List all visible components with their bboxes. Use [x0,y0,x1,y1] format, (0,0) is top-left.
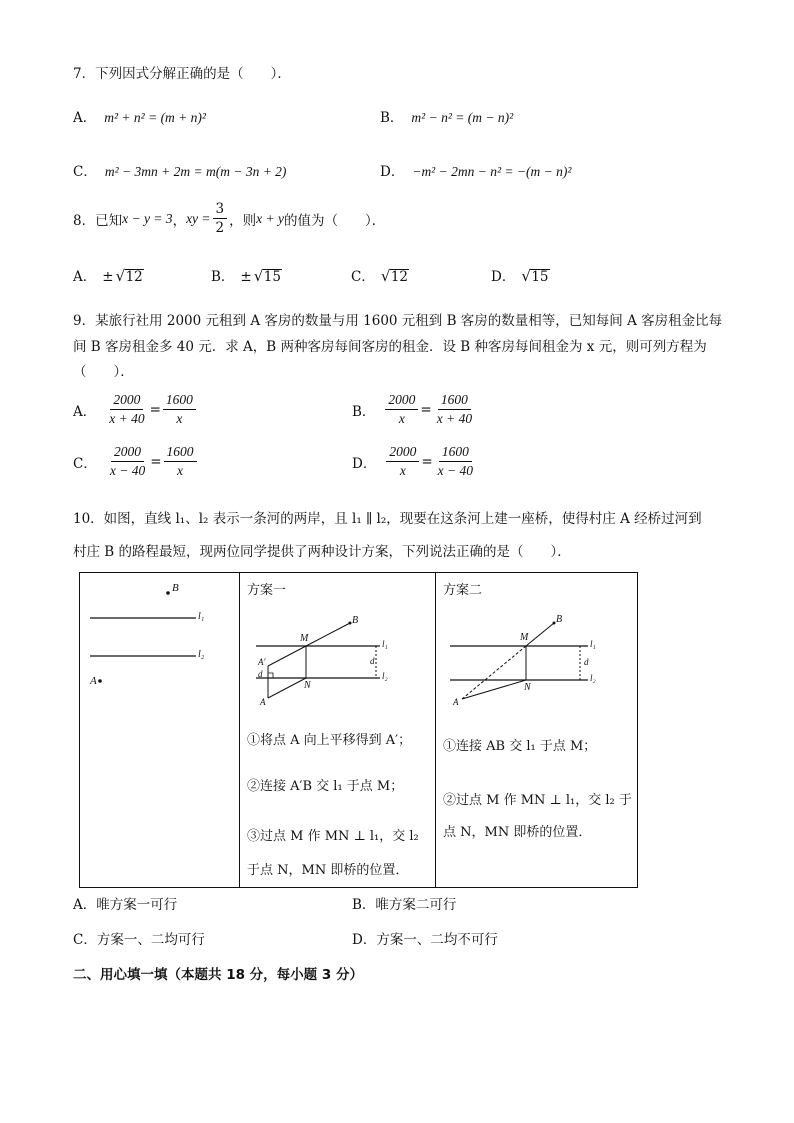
q10-stem-line2: 村庄 B 的路程最短，现两位同学提供了两种设计方案，下列说法正确的是（ ）． [73,544,571,560]
plan1-segment-aprime-m [268,646,306,666]
q7-option-a-expr: m² + n² = (m + n)² [104,110,206,125]
plan1-step-3: ③过点 M 作 MN ⊥ l₁，交 l₂ [247,829,419,844]
setup-diagram [80,573,239,887]
plan2-title: 方案二 [443,583,483,598]
q8-option-c: C．√ 12 [351,265,409,285]
plan1-step-1: ①将点 A 向上平移得到 A′； [247,733,412,748]
plan1-label-n: N [304,680,311,691]
q9-option-d: D． $\frac{2000}{x}$ = $\frac{1600}{x - 40}$ [352,444,473,478]
plan2-label-m: M [520,632,529,643]
plan1-step-4: 于点 N，MN 即桥的位置． [247,863,409,878]
q8-cond1: x − y = 3 [122,210,173,226]
q8-option-a: A． ±√ 12 [73,265,144,285]
q10-figure-table [79,572,638,888]
setup-label-b: B [172,582,179,594]
q10-option-b: B．唯方案二可行 [352,897,457,913]
plan1-segment-a-n [268,678,306,698]
plan2-label-a: A [453,697,459,707]
plan1-label-d-left: d [258,669,263,679]
q8-fraction: $\frac{3}{2}$ [213,201,228,236]
setup-label-l2: l₂ [198,649,205,660]
q10-figure-plan1 [240,573,436,888]
section-2-title: 二、用心填一填（本题共 18 分，每小题 3 分） [73,967,363,983]
q10-option-a: A．唯方案一可行 [73,897,178,913]
plan1-label-l1: l₁ [382,639,388,649]
q8-option-b: B． ±√ 15 [211,265,282,285]
plan1-label-d-right: d [370,656,375,666]
plan1-label-a: A [260,697,266,707]
plan2-label-l2: l₂ [590,673,596,683]
q10-option-d: D．方案一、二均不可行 [352,932,498,948]
plan2-diagram [436,573,637,713]
q7-option-a: A． m² + n² = (m + n)² [73,110,206,126]
q9-stem-line2: 间 B 客房租金多 40 元．求 A，B 两种客房每间客房的租金．设 B 种客房每间租金为 x 元，则可列方程为 [73,339,707,355]
q10-stem-line1: 10．如图，直线 l₁、l₂ 表示一条河的两岸，且 l₁ ∥ l₂，现要在这条河上建一座桥，使得村庄 A 经桥过河到 [73,511,702,527]
q10-figure-plan2 [436,573,638,888]
plan1-right-angle-mark [268,673,273,678]
setup-point-b [166,591,170,595]
plan2-label-d: d [584,657,589,667]
plan2-label-n: N [524,682,531,693]
q7-option-d-expr: −m² − 2mn − n² = −(m − n)² [412,164,572,179]
setup-label-l1: l₁ [198,611,205,622]
plan1-step-2: ②连接 A′B 交 l₁ 于点 M； [247,779,404,794]
q8-option-d: D．√ 15 [491,265,550,285]
q9-stem-line1: 9．某旅行社用 2000 元租到 A 客房的数量与用 1600 元租到 B 客房的数量相等，已知每间 A 客房租金比每 [73,313,723,329]
q7-option-b-expr: m² − n² = (m − n)² [411,110,514,125]
q10-option-c: C．方案一、二均可行 [73,932,205,948]
plan2-label-l1: l₁ [590,639,596,649]
plan2-segment-ab-dashed [462,646,526,699]
q8-stem: 8．已知 x − y = 3 ， xy = $\frac{3}{2}$ ，则 x + y 的值为（ ）． [73,201,386,236]
plan1-label-m: M [300,633,309,644]
plan1-label-b: B [352,615,359,626]
q8-target: x + y [256,210,284,226]
plan1-diagram [240,573,435,713]
q9-stem-line3: （ ）． [73,364,134,380]
plan2-step-3: 点 N，MN 即桥的位置． [443,825,592,840]
plan1-label-l2: l₂ [382,671,388,681]
q8-cond2: xy = [186,210,211,226]
q7-option-c-expr: m² − 3mn + 2m = m(m − 3n + 2) [104,164,287,179]
setup-point-a [98,679,102,683]
plan2-step-2: ②过点 M 作 MN ⊥ l₁，交 l₂ 于 [443,793,632,808]
plan2-step-1: ①连接 AB 交 l₁ 于点 M； [443,739,597,754]
q9-option-c: C． $\frac{2000}{x - 40}$ = $\frac{1600}{x}$ [73,444,199,479]
plan1-title: 方案一 [247,583,287,598]
q7-option-d: D． −m² − 2mn − n² = −(m − n)² [380,164,572,180]
q9-option-b: B． $\frac{2000}{x}$ = $\frac{1600}{x + 40}$ [352,392,473,426]
q9-option-a: A． $\frac{2000}{x + 40}$ = $\frac{1600}{x}$ [73,392,198,427]
plan2-segment-an [462,680,526,699]
setup-label-a: A [90,675,97,687]
q7-option-c: C． m² − 3mn + 2m = m(m − 3n + 2) [73,164,287,180]
plan2-segment-mb [526,623,554,646]
plan2-label-b: B [556,614,563,625]
q10-figure-setup [80,573,240,888]
plan1-segment-mb [306,623,350,646]
plan1-label-aprime: A′ [258,657,266,667]
q7-option-b: B． m² − n² = (m − n)² [380,110,514,126]
q7-stem: 7．下列因式分解正确的是（ ）． [73,66,291,82]
